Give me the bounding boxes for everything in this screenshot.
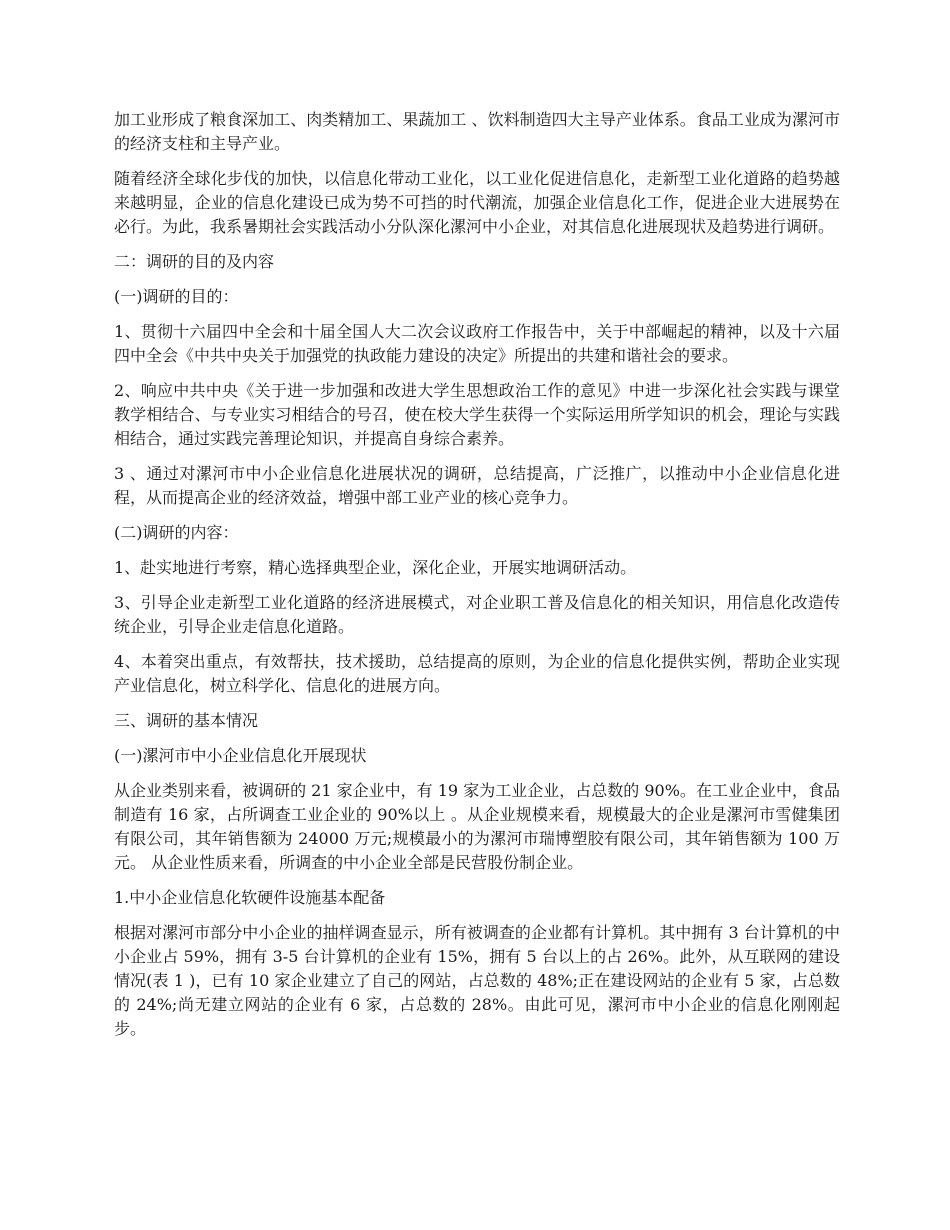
- subsection-heading: (二)调研的内容：: [114, 523, 239, 542]
- section-heading: 三、调研的基本情况: [114, 711, 259, 730]
- paragraph: 3 、通过对漯河市中小企业信息化进展状况的调研，总结提高，广泛推广，以推动中小企业信息化进程，从而提高企业的经济效益，增强中部工业产业的核心竞争力。: [114, 464, 840, 507]
- section-heading: 二：调研的目的及内容: [114, 252, 275, 271]
- subsection-heading: 1.中小企业信息化软硬件设施基本配备: [114, 888, 386, 907]
- subsection-heading: (一)漯河市中小企业信息化开展现状: [114, 746, 367, 765]
- subsection-heading: (一)调研的目的：: [114, 287, 239, 306]
- paragraph: 3、引导企业走新型工业化道路的经济进展模式，对企业职工普及信息化的相关知识，用信息化改造传统企业，引导企业走信息化道路。: [114, 593, 840, 636]
- paragraph: 根据对漯河市部分中小企业的抽样调查显示，所有被调查的企业都有计算机。其中拥有 3 台计算机的中小企业占 59%，拥有 3-5 台计算机的企业有 15%，拥有 5 台以上的占 26%。此外，从互联网的建设情况(表 1 )，已有 10 家企业建立了自己的网站，占总数的 48%;正在建设网站的企业有 5 家，占总数的 24%;尚无建立网站的企业有 6 家，占总数的 28%。由此可见，漯河市中小企业的信息化刚刚起步。: [114, 923, 840, 1038]
- paragraph: 随着经济全球化步伐的加快，以信息化带动工业化，以工业化促进信息化，走新型工业化道路的趋势越来越明显，企业的信息化建设已成为势不可挡的时代潮流，加强企业信息化工作，促进企业大进展势在必行。为此，我系暑期社会实践活动小分队深化漯河中小企业，对其信息化进展现状及趋势进行调研。: [114, 169, 840, 236]
- paragraph: 1、赴实地进行考察，精心选择典型企业，深化企业，开展实地调研活动。: [114, 558, 637, 577]
- paragraph: 2、响应中共中央《关于进一步加强和改进大学生思想政治工作的意见》中进一步深化社会实践与课堂教学相结合、与专业实习相结合的号召，使在校大学生获得一个实际运用所学知识的机会，理论与实践相结合，通过实践完善理论知识，并提高自身综合素养。: [114, 381, 840, 448]
- document-body: [114, 108, 840, 1052]
- paragraph: 从企业类别来看，被调研的 21 家企业中，有 19 家为工业企业，占总数的 90%。在工业企业中，食品制造有 16 家，占所调查工业企业的 90%以上 。从企业规模来看，规模最大的企业是漯河市雪健集团有限公司，其年销售额为 24000 万元;规模最小的为漯河市瑞博塑胶有限公司，其年销售额为 100 万元。 从企业性质来看，所调查的中小企业全部是民营股份制企业。: [114, 781, 840, 872]
- paragraph: 加工业形成了粮食深加工、肉类精加工、果蔬加工 、饮料制造四大主导产业体系。食品工业成为漯河市的经济支柱和主导产业。: [114, 110, 840, 153]
- paragraph: 4、本着突出重点，有效帮扶，技术援助，总结提高的原则，为企业的信息化提供实例，帮助企业实现产业信息化，树立科学化、信息化的进展方向。: [114, 652, 840, 695]
- paragraph: 1、贯彻十六届四中全会和十届全国人大二次会议政府工作报告中，关于中部崛起的精神，以及十六届四中全会《中共中央关于加强党的执政能力建设的决定》所提出的共建和谐社会的要求。: [114, 322, 840, 365]
